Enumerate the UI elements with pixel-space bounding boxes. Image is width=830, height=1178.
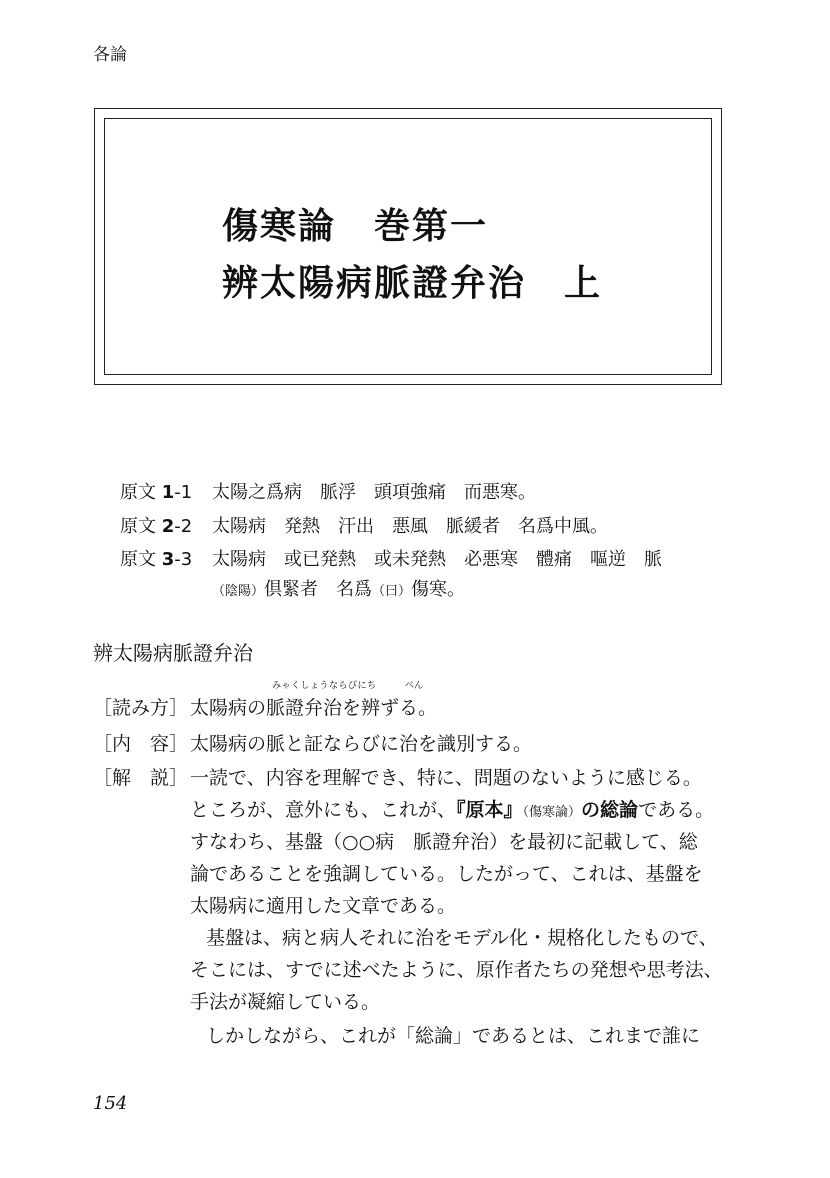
chapter-title-line-1: 傷寒論 巻第一 [222,205,489,247]
original-text-2: 原文 2-2 太陽病 発熱 汗出 悪風 脈緩者 名爲中風。 [120,516,608,537]
section-heading: 辨太陽病脈證弁治 [93,641,253,665]
kaisetsu-line-3: すなわち、基盤（○○病 脈證弁治）を最初に記載して、総 [190,831,698,853]
label-naiyou: ［内 容］ [93,733,189,755]
kaisetsu-line-8: 手法が凝縮している。 [190,991,381,1013]
kaisetsu-line-4: 論であることを強調している。したがって、これは、基盤を [190,863,703,885]
kaisetsu-line-7: そこには、すでに述べたように、原作者たちの発想や思考法、 [190,959,723,981]
kaisetsu-line-6: 基盤は、病と病人それに治をモデル化・規格化したもので、 [206,927,718,949]
naiyou-text: 太陽病の脈と証ならびに治を識別する。 [190,733,533,755]
label-kaisetsu: ［解 説］ [93,767,189,789]
original-text-1: 原文 1-1 太陽之爲病 脈浮 頭項強痛 而悪寒。 [120,482,536,503]
kaisetsu-line-5: 太陽病に適用した文章である。 [190,895,457,917]
label-yomikata: ［読み方］ [93,697,189,719]
page-number: 154 [93,1093,128,1114]
kaisetsu-line-2: ところが、意外にも、これが、『原本』（傷寒論）の総論である。 [190,799,715,821]
kaisetsu-line-9: しかしながら、これが「総論」であるとは、これまで誰に [206,1025,701,1047]
yomikata-text: 太陽病の脈證弁治を辨ずる。 [190,697,438,719]
original-text-3-continuation: （陰陽）倶緊者 名爲（曰）傷寒。 [212,579,466,600]
ruby-reading-ben: べん [405,681,424,691]
ruby-reading: みゃくしょうならびにち [272,681,377,691]
chapter-title-line-2: 辨太陽病脈證弁治 上 [222,262,603,304]
original-text-3: 原文 3-3 太陽病 或已発熱 或未発熱 必悪寒 體痛 嘔逆 脈 [120,549,662,570]
section-label: 各論 [93,45,127,65]
kaisetsu-line-1: 一読で、内容を理解でき、特に、問題のないように感じる。 [190,767,702,789]
